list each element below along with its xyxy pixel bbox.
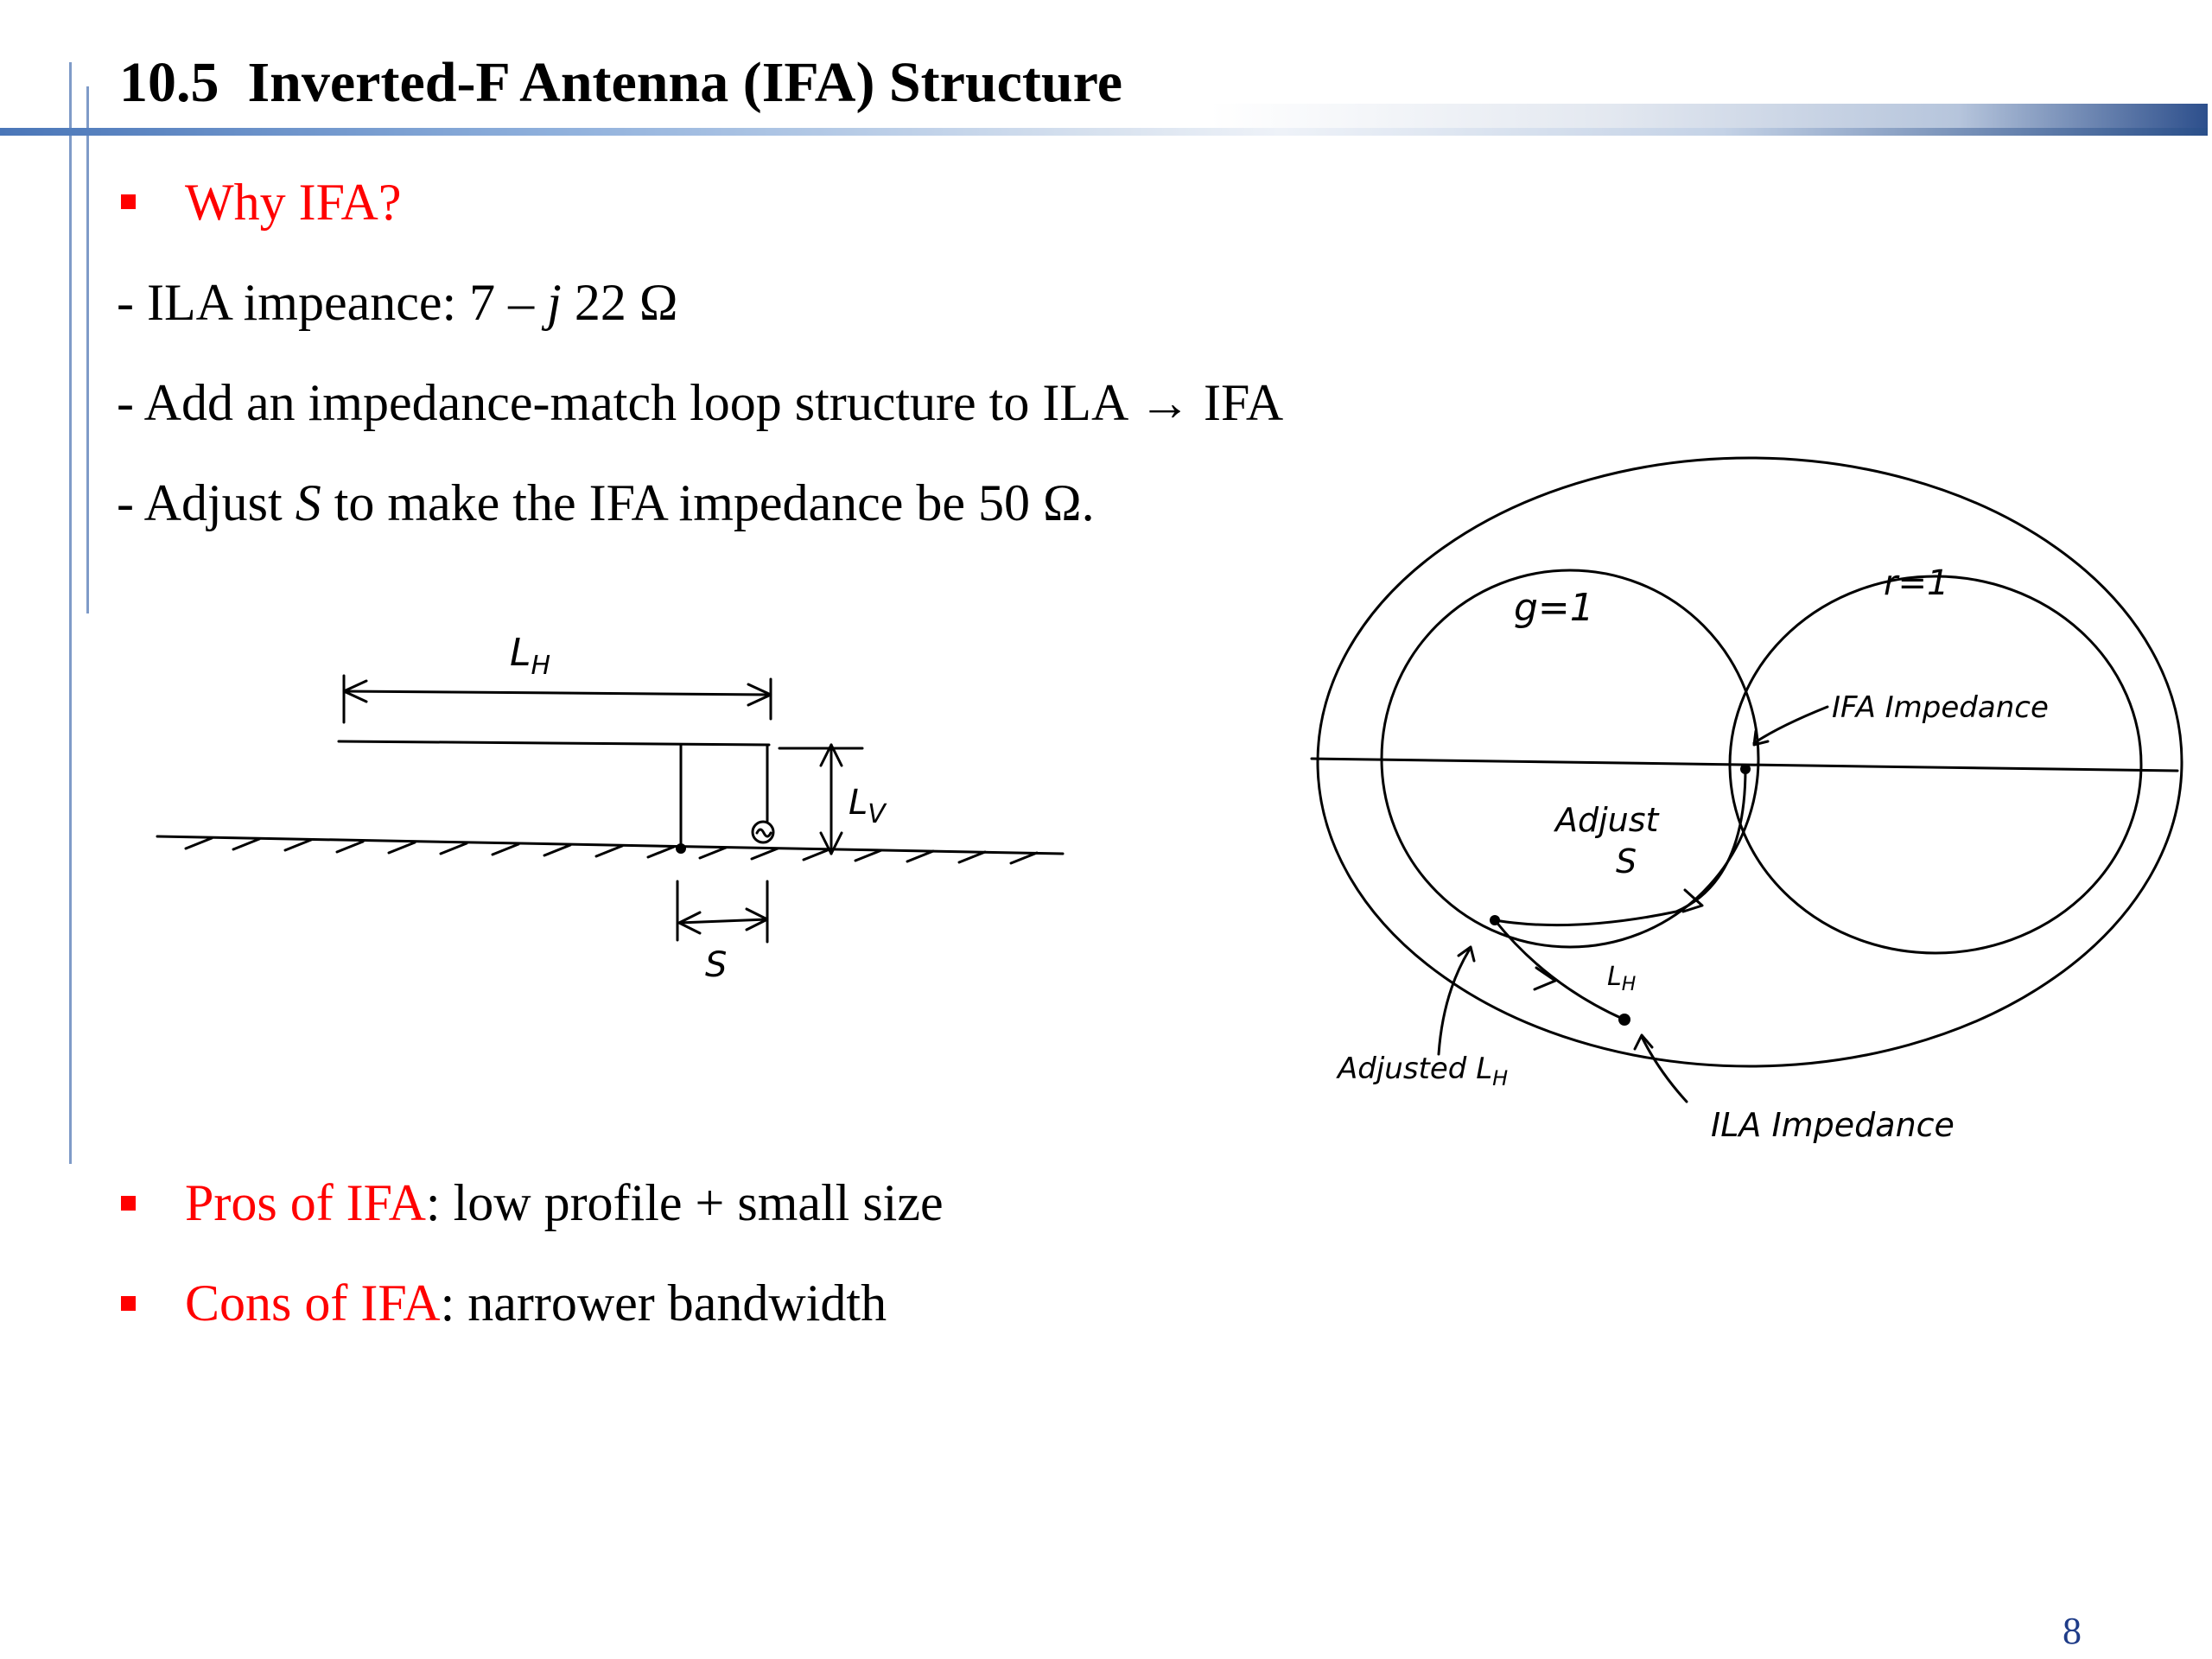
ila-impedance-line — [117, 273, 677, 333]
ila-impedance-suffix: 22 Ω — [561, 274, 678, 331]
left-rule-inner — [86, 86, 89, 613]
ifa-point — [1740, 764, 1751, 774]
lh-path-label: L — [1607, 962, 1622, 992]
add-loop-line: - Add an impedance-match loop structure to ILA → IFA — [117, 374, 1284, 431]
adjust-prefix: - Adjust — [117, 474, 296, 531]
outer-circle — [1318, 458, 2182, 1066]
r1-label: r=1 — [1884, 563, 1949, 603]
ila-impedance-j: j — [547, 274, 562, 331]
adjusted-lh-label: Adjusted L — [1338, 1052, 1493, 1086]
svg-text:LH — [1607, 962, 1636, 995]
lh-dimension — [344, 691, 771, 695]
adjust-s-label: S — [1616, 842, 1637, 880]
title-rule — [0, 128, 2208, 136]
s-label: S — [705, 945, 728, 985]
short-point — [676, 843, 686, 854]
g1-label: g=1 — [1514, 586, 1594, 630]
ila-impedance-label: ILA Impedance — [1711, 1106, 1955, 1144]
cons-text: : narrower bandwidth — [440, 1274, 887, 1332]
ila-point — [1618, 1014, 1630, 1026]
lh-label: L — [510, 631, 531, 675]
bullet-marker — [121, 1196, 136, 1211]
why-ifa-heading: Why IFA? — [185, 174, 402, 231]
lh-path — [1495, 920, 1624, 1020]
cons-line — [185, 1274, 887, 1333]
slide-title: 10.5 Inverted-F Antenna (IFA) Structure — [119, 51, 1122, 114]
antenna-sketch — [147, 622, 1236, 985]
cons-label: Cons of IFA — [185, 1274, 441, 1332]
pros-text: : low profile + small size — [425, 1174, 944, 1231]
adjust-suffix: to make the IFA impedance be 50 Ω. — [321, 474, 1095, 531]
pros-label: Pros of IFA — [185, 1174, 426, 1231]
page-number: 8 — [2063, 1610, 2082, 1652]
svg-text:Adjusted LH — [1336, 1052, 1508, 1090]
adjusted-lh-sub: H — [1492, 1066, 1509, 1090]
s-dimension — [679, 919, 767, 923]
ila-impedance-prefix: - ILA impeance: 7 – — [117, 274, 548, 331]
svg-text:LV — [849, 783, 887, 830]
svg-text:LH — [510, 631, 550, 681]
adjusted-point — [1490, 915, 1500, 925]
bullet-marker — [121, 1296, 136, 1311]
adjust-s-line — [117, 474, 1095, 533]
lv-sub: V — [868, 799, 886, 830]
antenna-arm — [339, 741, 769, 745]
left-rule — [69, 62, 72, 1164]
bullet-marker — [121, 194, 136, 209]
adjust-s-var: S — [295, 474, 321, 531]
ifa-impedance-label: IFA Impedance — [1832, 690, 2049, 725]
smith-chart-sketch — [1313, 432, 2195, 1158]
adjust-label: Adjust — [1555, 801, 1659, 839]
lh-sub: H — [531, 651, 551, 681]
lv-label: L — [849, 783, 868, 823]
pros-line — [185, 1173, 944, 1233]
lh-path-sub: H — [1621, 974, 1637, 995]
